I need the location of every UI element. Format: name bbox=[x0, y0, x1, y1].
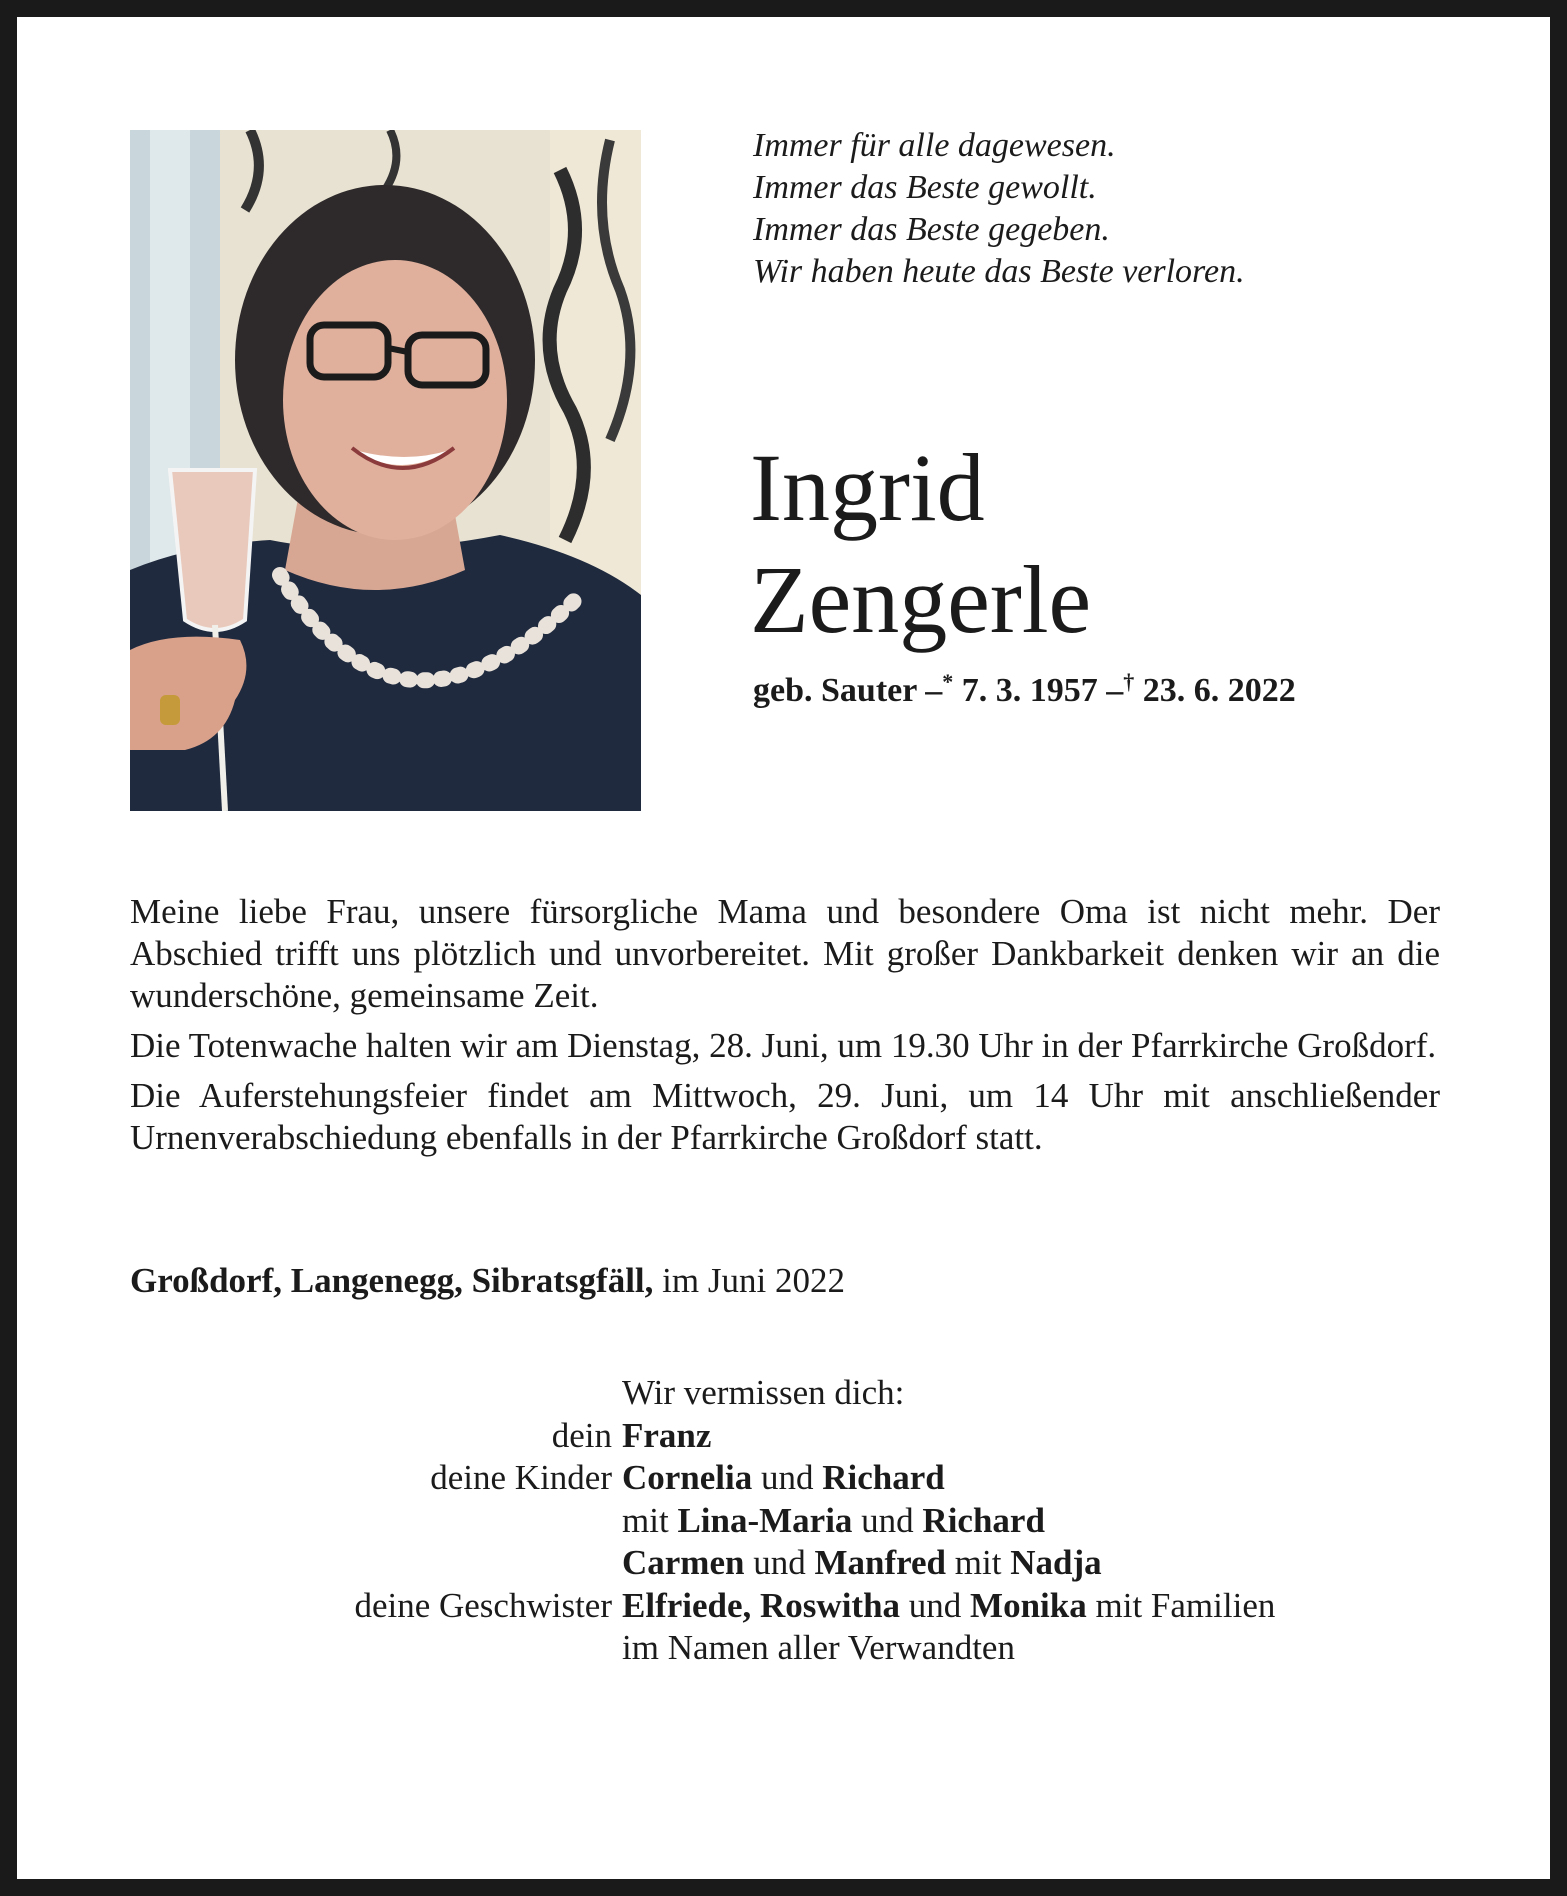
mourner-name: Carmen bbox=[622, 1543, 745, 1582]
last-name: Zengerle bbox=[750, 546, 1092, 653]
maiden-name: geb. Sauter – bbox=[753, 672, 943, 709]
month-year: im Juni 2022 bbox=[653, 1261, 845, 1300]
connector-text: im Namen aller Verwandten bbox=[622, 1628, 1015, 1667]
mourner-names bbox=[622, 1585, 1275, 1628]
connector-text: und bbox=[752, 1458, 823, 1497]
poem-line: Immer für alle dagewesen. bbox=[753, 127, 1116, 164]
mourners-intro-row bbox=[17, 1372, 1550, 1415]
poem-line: Immer das Beste gewollt. bbox=[753, 169, 1097, 206]
deceased-name bbox=[750, 432, 1091, 656]
paragraph: Meine liebe Frau, unsere fürsorgliche Mama und besondere Oma ist nicht mehr. Der Abschied trifft uns plötzlich und unvorbereitet. Mit großer Dankbarkeit denken wir an die wunderschöne, gemeinsame Zeit. bbox=[130, 892, 1440, 1015]
mourner-row bbox=[17, 1585, 1550, 1628]
poem-line: Immer das Beste gegeben. bbox=[753, 211, 1110, 248]
mourner-row bbox=[17, 1500, 1550, 1543]
relation-label: deine Geschwister bbox=[354, 1585, 612, 1625]
mourner-names bbox=[622, 1627, 1015, 1670]
death-date: 23. 6. 2022 bbox=[1134, 672, 1296, 709]
mourner-name: Franz bbox=[622, 1415, 712, 1455]
relation-label: dein bbox=[551, 1415, 612, 1455]
place-names: Großdorf, Langenegg, Sibratsgfäll, bbox=[130, 1261, 654, 1300]
first-name: Ingrid bbox=[750, 434, 985, 541]
mourners-intro: Wir vermissen dich: bbox=[622, 1373, 905, 1412]
portrait-photo bbox=[130, 130, 641, 811]
mourner-name: Nadja bbox=[1010, 1543, 1102, 1582]
place-and-date bbox=[130, 1261, 845, 1301]
mourner-name: Richard bbox=[822, 1458, 945, 1497]
mourner-names bbox=[622, 1457, 945, 1500]
mourner-row bbox=[17, 1627, 1550, 1670]
life-dates bbox=[753, 669, 1296, 710]
connector-text: mit bbox=[622, 1500, 678, 1540]
memorial-poem bbox=[753, 125, 1473, 293]
poem-line: Wir haben heute das Beste verloren. bbox=[753, 253, 1245, 290]
mourner-name: Monika bbox=[970, 1585, 1087, 1625]
mourner-name: Manfred bbox=[814, 1543, 947, 1582]
mourner-row bbox=[17, 1457, 1550, 1500]
mourner-names bbox=[622, 1415, 711, 1458]
connector-text: mit bbox=[946, 1543, 1011, 1582]
mourner-row bbox=[17, 1542, 1550, 1585]
paragraph: Die Auferstehungsfeier findet am Mittwoch, 29. Juni, um 14 Uhr mit anschließender Urnenverabschiedung ebenfalls in der Pfarrkirche Großdorf statt. bbox=[130, 1076, 1440, 1157]
connector-text: und bbox=[852, 1500, 923, 1540]
obituary-page bbox=[17, 17, 1550, 1879]
announcement-text bbox=[130, 891, 1440, 1167]
mourner-name: Cornelia bbox=[622, 1458, 753, 1497]
mourner-names bbox=[622, 1542, 1102, 1585]
connector-text: und bbox=[900, 1585, 971, 1625]
mourner-row bbox=[17, 1415, 1550, 1458]
connector-text: und bbox=[744, 1543, 815, 1582]
mourners-list bbox=[17, 1372, 1550, 1670]
mourner-name: Richard bbox=[922, 1500, 1045, 1540]
mourner-names bbox=[622, 1500, 1045, 1543]
death-symbol: † bbox=[1123, 669, 1135, 694]
birth-symbol: * bbox=[942, 669, 954, 694]
birth-date: 7. 3. 1957 – bbox=[953, 672, 1124, 709]
relation-label: deine Kinder bbox=[430, 1458, 612, 1497]
paragraph: Die Totenwache halten wir am Dienstag, 28. Juni, um 19.30 Uhr in der Pfarrkirche Großdorf. bbox=[130, 1026, 1437, 1065]
mourner-name: Lina-Maria bbox=[677, 1500, 853, 1540]
connector-text: mit Familien bbox=[1086, 1585, 1276, 1625]
mourner-name: Elfriede, Roswitha bbox=[622, 1585, 901, 1625]
